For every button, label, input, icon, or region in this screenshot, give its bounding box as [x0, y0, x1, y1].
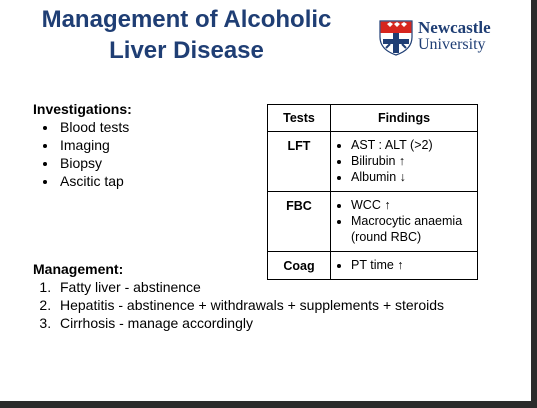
- list-item: • Biopsy: [58, 154, 132, 172]
- slide-title-line-1: Management of Alcoholic: [41, 6, 332, 33]
- list-item: 2. Hepatitis - abstinence + withdrawals + supplements + steroids: [55, 296, 444, 314]
- table-row: [268, 192, 478, 252]
- list-item: 3. Cirrhosis - manage accordingly: [55, 314, 444, 332]
- findings-cell: [331, 132, 478, 192]
- list-item: • Imaging: [58, 136, 132, 154]
- investigations-heading: Investigations:: [33, 101, 132, 117]
- newcastle-university-logo: [379, 18, 509, 58]
- finding-item: • Macrocytic anaemia (round RBC): [351, 213, 473, 245]
- findings-table: [267, 104, 478, 280]
- finding-item: • Albumin ↓: [351, 169, 473, 185]
- management-list: [33, 278, 444, 332]
- finding-item: • PT time ↑: [351, 257, 473, 273]
- logo-text: [418, 19, 491, 53]
- logo-line-2: University: [418, 36, 486, 53]
- test-cell: LFT: [268, 132, 331, 192]
- finding-item: • AST : ALT (>2): [351, 137, 473, 153]
- slide-title: [14, 4, 359, 66]
- viewer-right-edge: [531, 0, 537, 408]
- university-crest-icon: [379, 20, 413, 56]
- column-header-findings: Findings: [331, 105, 478, 132]
- test-cell: Coag: [268, 252, 331, 280]
- list-item: 1. Fatty liver - abstinence: [55, 278, 444, 296]
- table-header-row: [268, 105, 478, 132]
- viewer-bottom-bar: [0, 401, 537, 408]
- logo-line-1: Newcastle: [418, 18, 491, 37]
- slide-title-line-2: Liver Disease: [109, 37, 264, 64]
- test-cell: FBC: [268, 192, 331, 252]
- findings-cell: [331, 192, 478, 252]
- column-header-tests: Tests: [268, 105, 331, 132]
- list-item: • Blood tests: [58, 118, 132, 136]
- finding-item: • Bilirubin ↑: [351, 153, 473, 169]
- management-heading: Management:: [33, 261, 124, 277]
- finding-item: • WCC ↑: [351, 197, 473, 213]
- list-item: • Ascitic tap: [58, 172, 132, 190]
- investigations-section: [33, 101, 132, 190]
- table-row: [268, 132, 478, 192]
- management-section: [33, 261, 444, 332]
- investigations-list: [33, 118, 132, 190]
